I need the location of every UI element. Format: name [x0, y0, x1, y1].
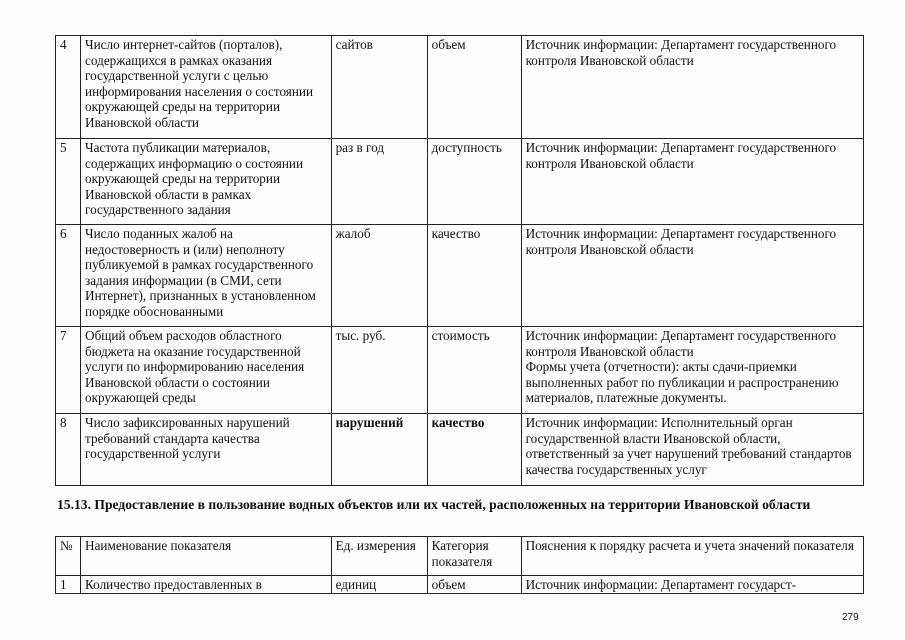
- row-number: 7: [56, 327, 81, 414]
- header-category: Категория показателя: [427, 537, 521, 576]
- row-number: 1: [56, 576, 81, 594]
- table-row: [56, 225, 864, 327]
- row-number: 4: [56, 36, 81, 139]
- indicator-name: Частота публикации материалов, содержащих информацию о состоянии окружающей среды на территории Ивановской области в рамках государственного задания: [81, 139, 332, 225]
- table-row: [56, 139, 864, 225]
- unit: сайтов: [331, 36, 427, 139]
- water-objects-table: [55, 536, 864, 594]
- indicator-name: Число интернет-сайтов (порталов), содержащихся в рамках оказания государственной услуги с целью информирования населения о состоянии окружающей среды на территории Ивановской области: [81, 36, 332, 139]
- note: Источник информации: Департамент государственного контроля Ивановской области: [521, 139, 863, 225]
- note: Источник информации: Департамент государст-: [521, 576, 863, 594]
- category: доступность: [427, 139, 521, 225]
- note: Источник информации: Исполнительный орган государственной власти Ивановской области, ответственный за учет нарушений требований стандартов качества государственных услуг: [521, 414, 863, 486]
- unit: единиц: [331, 576, 427, 594]
- table-row: [56, 327, 864, 414]
- row-number: 6: [56, 225, 81, 327]
- indicators-table: [55, 35, 864, 486]
- unit: раз в год: [331, 139, 427, 225]
- indicator-name: Число зафиксированных нарушений требований стандарта качества государственной услуги: [81, 414, 332, 486]
- note: Источник информации: Департамент государственного контроля Ивановской области Формы учета (отчетности): акты сдачи-приемки выполненных работ по публикации и распространению материалов, платежные документы.: [521, 327, 863, 414]
- section-heading: 15.13. Предоставление в пользование водных объектов или их частей, расположенных на территории Ивановской области: [57, 497, 811, 512]
- category: объем: [427, 36, 521, 139]
- page-number: 279: [842, 612, 859, 623]
- unit: жалоб: [331, 225, 427, 327]
- table-header-row: [56, 537, 864, 576]
- row-number: 5: [56, 139, 81, 225]
- indicator-name: Число поданных жалоб на недостоверность и (или) неполноту публикуемой в рамках государственного задания информации (в СМИ, сети Интернет), признанных в установленном порядке обоснованными: [81, 225, 332, 327]
- note: Источник информации: Департамент государственного контроля Ивановской области: [521, 36, 863, 139]
- table-row: [56, 414, 864, 486]
- header-name: Наименование показателя: [81, 537, 332, 576]
- header-unit: Ед. измерения: [331, 537, 427, 576]
- category: качество: [427, 225, 521, 327]
- category: объем: [427, 576, 521, 594]
- indicator-name: Общий объем расходов областного бюджета на оказание государственной услуги по информированию населения Ивановской области о состоянии окружающей среды: [81, 327, 332, 414]
- table-row: [56, 36, 864, 139]
- table-row: [56, 576, 864, 594]
- row-number: 8: [56, 414, 81, 486]
- unit: тыс. руб.: [331, 327, 427, 414]
- note: Источник информации: Департамент государственного контроля Ивановской области: [521, 225, 863, 327]
- category: качество: [427, 414, 521, 486]
- unit: нарушений: [331, 414, 427, 486]
- header-note: Пояснения к порядку расчета и учета значений показателя: [521, 537, 863, 576]
- category: стоимость: [427, 327, 521, 414]
- indicator-name: Количество предоставленных в: [81, 576, 332, 594]
- header-number: №: [56, 537, 81, 576]
